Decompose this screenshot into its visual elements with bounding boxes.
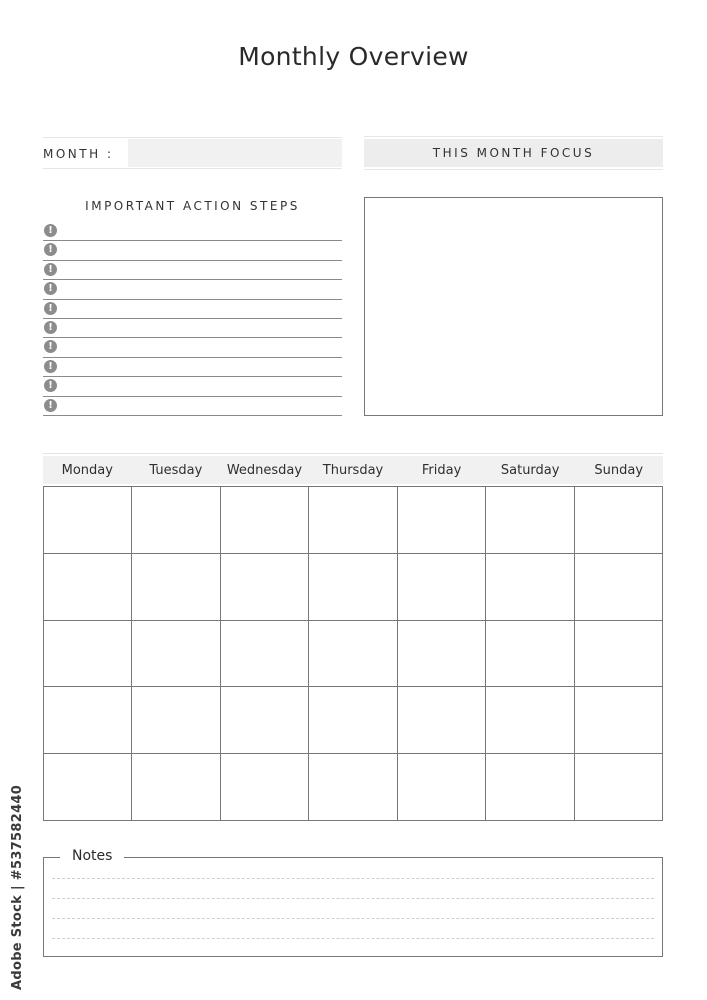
- day-name-thursday: Thursday: [322, 463, 384, 478]
- calendar-header: [43, 456, 663, 484]
- day-name-monday: Monday: [61, 463, 113, 478]
- focus-top-rule: [364, 136, 663, 137]
- notes-line: [52, 878, 654, 879]
- action-step-row[interactable]: [43, 319, 342, 338]
- exclamation-circle-icon: !: [44, 263, 57, 276]
- day-name-wednesday: Wednesday: [226, 463, 303, 478]
- calendar-grid: [43, 486, 663, 821]
- calendar-cell[interactable]: [309, 487, 397, 554]
- calendar-cell[interactable]: [44, 554, 132, 621]
- calendar-cell[interactable]: [575, 621, 663, 688]
- exclamation-circle-icon: !: [44, 224, 57, 237]
- calendar-cell[interactable]: [221, 621, 309, 688]
- focus-heading: [364, 139, 663, 167]
- month-input[interactable]: [128, 139, 342, 167]
- calendar-cell[interactable]: [575, 754, 663, 821]
- calendar-cell[interactable]: [44, 687, 132, 754]
- action-step-row[interactable]: [43, 377, 342, 396]
- notes-line: [52, 898, 654, 899]
- calendar-cell[interactable]: [132, 621, 220, 688]
- calendar-cell[interactable]: [221, 487, 309, 554]
- calendar-cell[interactable]: [309, 621, 397, 688]
- calendar-cell[interactable]: [398, 487, 486, 554]
- calendar-cell[interactable]: [221, 554, 309, 621]
- exclamation-circle-icon: !: [44, 340, 57, 353]
- focus-box[interactable]: [364, 197, 663, 416]
- day-name-sunday: Sunday: [594, 463, 644, 478]
- day-name-friday: Friday: [421, 463, 462, 478]
- exclamation-circle-icon: !: [44, 321, 57, 334]
- calendar-cell[interactable]: [221, 754, 309, 821]
- calendar-cell[interactable]: [132, 487, 220, 554]
- action-step-row[interactable]: [43, 300, 342, 319]
- exclamation-circle-icon: !: [44, 243, 57, 256]
- action-step-row[interactable]: [43, 241, 342, 260]
- calendar-cell[interactable]: [309, 687, 397, 754]
- action-step-row[interactable]: [43, 261, 342, 280]
- month-label: MONTH :: [43, 147, 114, 161]
- day-name-tuesday: Tuesday: [149, 463, 203, 478]
- action-step-row[interactable]: [43, 338, 342, 357]
- calendar-cell[interactable]: [486, 554, 574, 621]
- calendar-cell[interactable]: [309, 554, 397, 621]
- calendar-cell[interactable]: [398, 754, 486, 821]
- calendar-cell[interactable]: [398, 554, 486, 621]
- calendar-cell[interactable]: [486, 754, 574, 821]
- action-step-row[interactable]: [43, 358, 342, 377]
- action-steps-list: [43, 222, 342, 416]
- calendar-cell[interactable]: [575, 554, 663, 621]
- calendar-cell[interactable]: [44, 754, 132, 821]
- exclamation-circle-icon: !: [44, 282, 57, 295]
- calendar-cell[interactable]: [486, 687, 574, 754]
- calendar-cell[interactable]: [132, 754, 220, 821]
- calendar-top-rule: [43, 453, 663, 454]
- calendar-cell[interactable]: [575, 487, 663, 554]
- calendar-cell[interactable]: [486, 621, 574, 688]
- notes-box[interactable]: [43, 857, 663, 957]
- day-name-saturday: Saturday: [500, 463, 560, 478]
- focus-bottom-rule: [364, 169, 663, 170]
- action-steps-heading: IMPORTANT ACTION STEPS: [85, 199, 300, 213]
- notes-line: [52, 938, 654, 939]
- exclamation-circle-icon: !: [44, 302, 57, 315]
- calendar-cell[interactable]: [132, 554, 220, 621]
- action-step-row[interactable]: [43, 222, 342, 241]
- calendar-cell[interactable]: [221, 687, 309, 754]
- calendar-cell[interactable]: [309, 754, 397, 821]
- focus-heading-text: THIS MONTH FOCUS: [432, 146, 595, 160]
- exclamation-circle-icon: !: [44, 379, 57, 392]
- page-title: Monthly Overview: [238, 42, 469, 71]
- stock-watermark-text: Adobe Stock | #537582440: [10, 784, 25, 990]
- notes-label: Notes: [60, 848, 124, 864]
- calendar-cell[interactable]: [575, 687, 663, 754]
- calendar-cell[interactable]: [486, 487, 574, 554]
- month-top-rule: [43, 137, 342, 138]
- calendar-cell[interactable]: [398, 687, 486, 754]
- action-step-row[interactable]: [43, 397, 342, 416]
- action-step-row[interactable]: [43, 280, 342, 299]
- calendar-cell[interactable]: [398, 621, 486, 688]
- calendar-cell[interactable]: [44, 621, 132, 688]
- exclamation-circle-icon: !: [44, 360, 57, 373]
- exclamation-circle-icon: !: [44, 399, 57, 412]
- notes-line: [52, 918, 654, 919]
- calendar-cell[interactable]: [132, 687, 220, 754]
- month-bottom-rule: [43, 168, 342, 169]
- calendar-cell[interactable]: [44, 487, 132, 554]
